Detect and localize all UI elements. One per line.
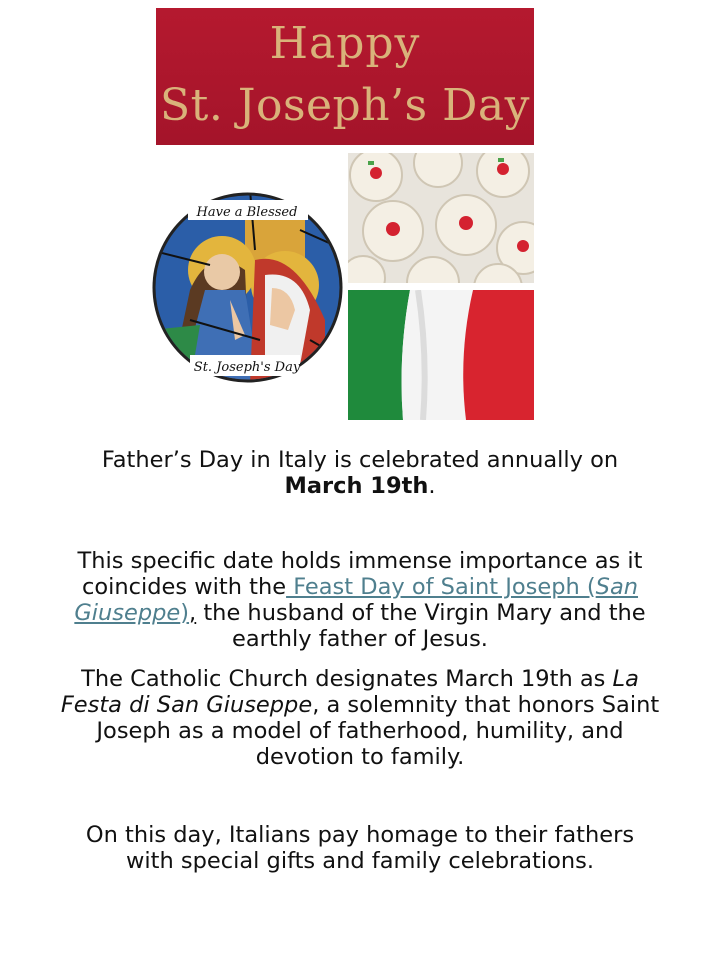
p1-bold-date: March 19th (284, 473, 429, 499)
p3-italic: La Festa di San Giuseppe (60, 666, 639, 718)
p1-end: . (428, 473, 436, 499)
paragraph-homage (60, 822, 660, 874)
paragraph-feast (60, 548, 660, 652)
banner-line-2: St. Joseph’s Day (160, 80, 530, 131)
greeting-banner (156, 8, 534, 145)
medallion-top-text: Have a Blessed (196, 205, 298, 220)
paragraph-church (60, 666, 660, 770)
p1-text: Father’s Day in Italy is celebrated annually on (101, 447, 619, 473)
paragraph-date (60, 447, 660, 499)
p3-before: The Catholic Church designates March 19th as (81, 666, 613, 692)
medallion-bottom-text: St. Joseph's Day (193, 360, 301, 375)
link-text-start[interactable]: Feast Day of Saint Joseph ( (286, 574, 596, 600)
stained-glass-medallion (150, 190, 345, 385)
zeppole-pastries-photo (348, 153, 534, 283)
link-text-italic[interactable]: San Giuseppe (74, 574, 639, 626)
banner-line-1: Happy (269, 18, 421, 69)
link-text-end[interactable]: ) (180, 600, 190, 626)
italian-flag-image (348, 290, 534, 420)
p2-after: the husband of the Virgin Mary and the earthly father of Jesus. (196, 600, 646, 652)
p3-after: , a solemnity that honors Saint Joseph as a model of fatherhood, humility, and devotion to family. (96, 692, 660, 770)
p4-text: On this day, Italians pay homage to their fathers with special gifts and family celebrations. (85, 822, 635, 874)
p2-before: This specific date holds immense importance as it coincides with the (77, 548, 643, 600)
p2-comma: , (189, 600, 197, 626)
